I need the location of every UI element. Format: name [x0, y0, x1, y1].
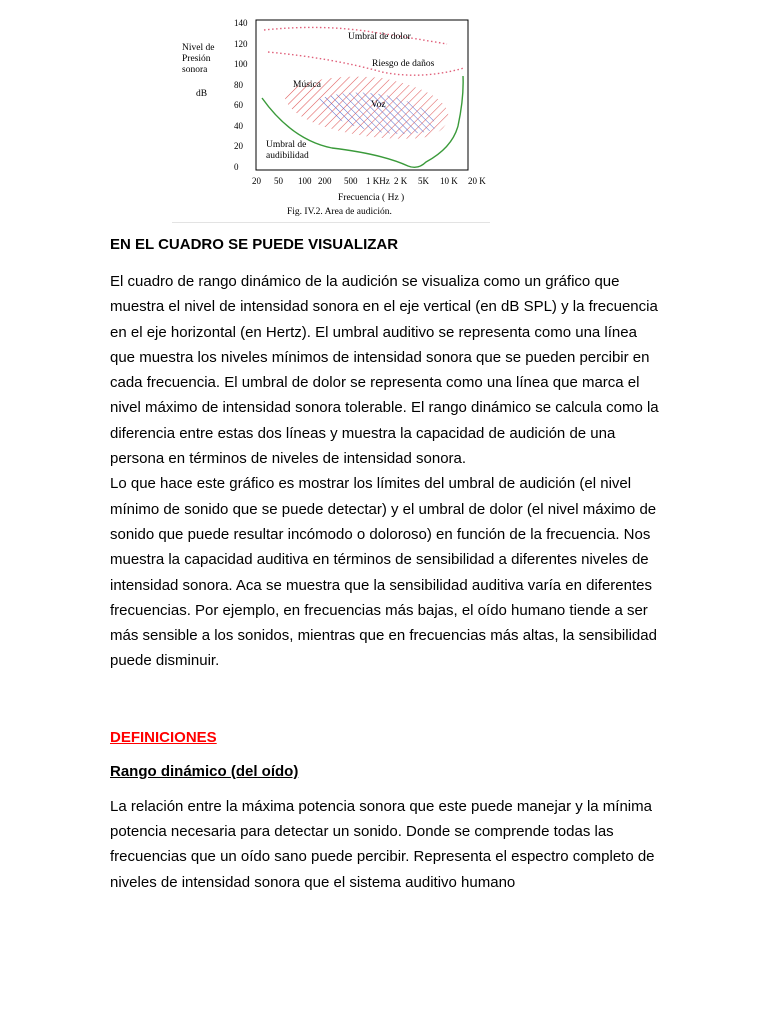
section-heading: EN EL CUADRO SE PUEDE VISUALIZAR [110, 236, 399, 253]
label-threshold-2: audibilidad [266, 151, 309, 161]
hearing-area-chart [172, 8, 492, 224]
paragraph-1: El cuadro de rango dinámico de la audición se visualiza como un gráfico que muestra el nivel de intensidad sonora en el eje vertical (en dB SPL) y la frecuencia en el eje horizontal (en Hertz). El umbral auditivo se representa como una línea que muestra los niveles mínimos de intensidad sonora que se pueden percibir en cada frecuencia. El umbral de dolor se representa como una línea que marca el nivel máximo de intensidad sonora tolerable. El rango dinámico se calcula como la diferencia entre estas dos líneas y muestra la capacidad de audición de una persona en términos de niveles de intensidad sonora. [110, 273, 659, 468]
definitions-heading: DEFINICIONES [110, 728, 217, 746]
label-voice: Voz [371, 100, 386, 110]
x-tick: 1 KHz [366, 176, 390, 186]
figure-divider [172, 222, 490, 223]
label-pain: Umbral de dolor [348, 32, 411, 42]
y-tick: 100 [234, 59, 248, 69]
y-tick: 120 [234, 39, 248, 49]
y-tick: 40 [234, 121, 243, 131]
definition-subheading: Rango dinámico (del oído) [110, 762, 299, 780]
x-tick: 50 [274, 176, 283, 186]
y-tick: 0 [234, 162, 239, 172]
ylabel-line-1: Nivel de [182, 43, 215, 53]
y-tick: 20 [234, 141, 243, 151]
paragraph-3: La relación entre la máxima potencia sonora que este puede manejar y la mínima potencia necesaria para detectar un sonido. Donde se comprende todas las frecuencias que un oído sano puede percibir. Representa el espectro completo de niveles de intensidad sonora que el sistema auditivo humano [110, 797, 655, 891]
damage-risk-line [268, 52, 464, 75]
x-tick: 200 [318, 176, 332, 186]
y-tick: 140 [234, 18, 248, 28]
x-tick: 2 K [394, 176, 408, 186]
x-tick: 100 [298, 176, 312, 186]
x-tick: 500 [344, 176, 358, 186]
y-tick: 80 [234, 80, 243, 90]
xlabel: Frecuencia ( Hz ) [338, 193, 405, 203]
label-music: Música [293, 80, 321, 90]
x-tick: 10 K [440, 176, 458, 186]
x-tick: 5K [418, 176, 429, 186]
figure-caption: Fig. IV.2. Area de audición. [287, 207, 392, 217]
paragraph-2: Lo que hace este gráfico es mostrar los límites del umbral de audición (el nivel mínimo de sonido que se puede detectar) y el umbral de dolor (el nivel máximo de sonido que puede resultar incómodo o doloroso) en función de la frecuencia. Nos muestra la capacidad auditiva en términos de sensibilidad a diferentes niveles de intensidad sonora. Aca se muestra que la sensibilidad auditiva varía en diferentes frecuencias. Por ejemplo, en frecuencias más bajas, el oído humano tiende a ser más sensible a los sonidos, mientras que en frecuencias más altas, la sensibilidad puede disminuir. [110, 475, 657, 670]
label-risk: Riesgo de daños [372, 59, 435, 69]
label-threshold-1: Umbral de [266, 140, 307, 150]
ylabel-line-2: Presión [182, 54, 211, 64]
hearing-area-figure [172, 8, 492, 224]
y-tick: 60 [234, 100, 243, 110]
x-tick: 20 [252, 176, 261, 186]
ylabel-unit: dB [196, 89, 208, 99]
ylabel-line-3: sonora [182, 65, 208, 75]
x-tick: 20 K [468, 176, 486, 186]
document-content [110, 233, 662, 895]
